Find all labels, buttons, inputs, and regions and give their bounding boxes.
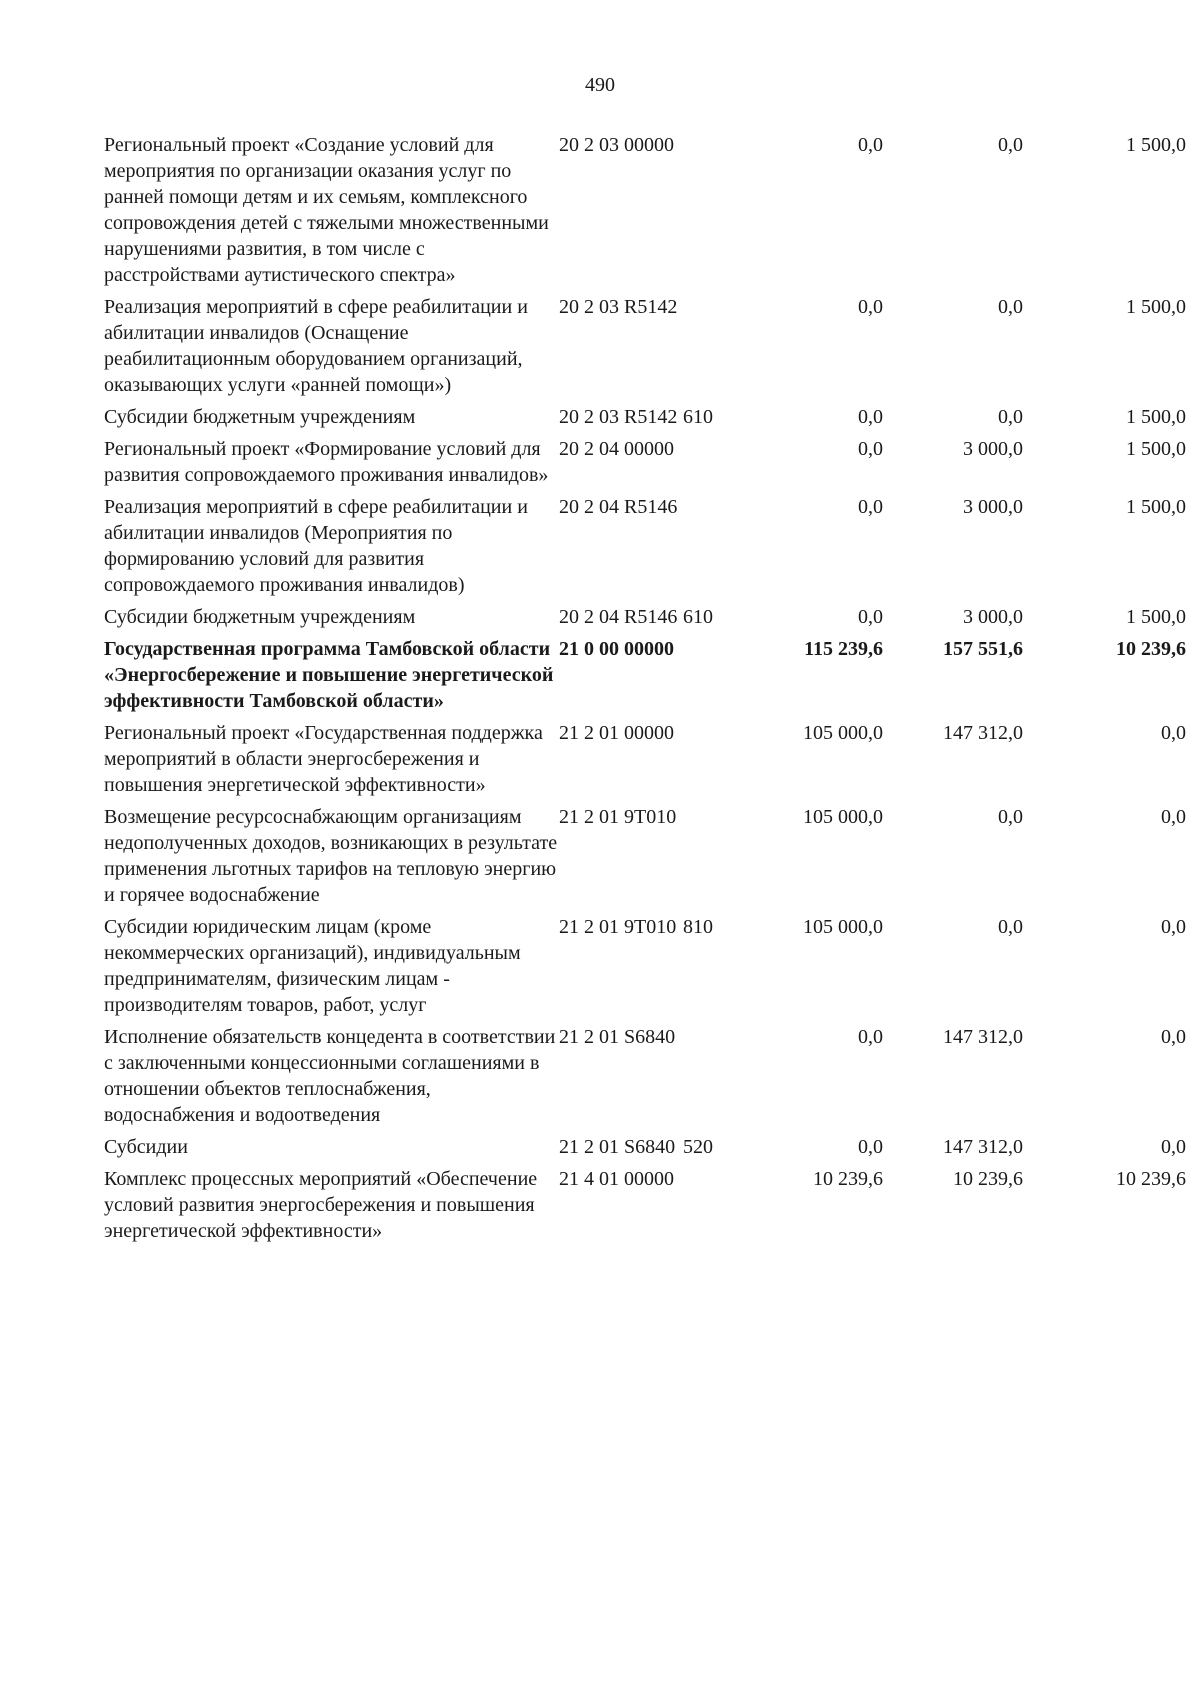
row-code: 21 2 01 00000 (559, 722, 674, 744)
row-amount-3: 1 500,0 (1126, 606, 1186, 628)
row-amount-1: 105 000,0 (803, 722, 883, 744)
row-expense-type (683, 804, 743, 914)
row-amount-1: 0,0 (858, 1026, 883, 1048)
row-amount-3: 0,0 (1161, 916, 1186, 938)
row-code: 20 2 04 R5146 (559, 496, 678, 518)
row-amount-3: 10 239,6 (1116, 1168, 1186, 1190)
row-code: 21 2 01 9Т010 (559, 916, 677, 938)
table-row (104, 804, 1186, 914)
row-amount-2: 3 000,0 (963, 438, 1023, 460)
table-row (104, 294, 1186, 404)
row-name: Субсидии бюджетным учреждениям (104, 606, 416, 628)
page-number: 490 (585, 74, 615, 96)
row-amount-3: 1 500,0 (1126, 406, 1186, 428)
table-row (104, 914, 1186, 1024)
row-name: Субсидии юридическим лицам (кроме некоммерческих организаций), индивидуальным предпринимателям, физическим лицам - производителям товаров, работ, услуг (104, 916, 521, 1016)
table-row (104, 132, 1186, 294)
row-name: Региональный проект «Создание условий для мероприятия по организации оказания услуг по ранней помощи детям и их семьям, комплексного сопровождения детей с тяжелыми множественными нарушениями развития, в том числе с расстройствами аутистического спектра» (104, 134, 549, 286)
row-expense-type (683, 1024, 743, 1134)
row-amount-1: 0,0 (858, 1136, 883, 1158)
row-amount-2: 147 312,0 (943, 722, 1023, 744)
table-row (104, 404, 1186, 436)
row-amount-1: 0,0 (858, 496, 883, 518)
row-name: Субсидии (104, 1136, 188, 1158)
table-row (104, 1024, 1186, 1134)
table-row (104, 604, 1186, 636)
row-expense-type (683, 1166, 743, 1250)
table-row (104, 1166, 1186, 1250)
budget-table (104, 132, 1186, 1250)
table-row (104, 720, 1186, 804)
row-amount-3: 0,0 (1161, 1136, 1186, 1158)
table-row (104, 494, 1186, 604)
row-expense-type (683, 132, 743, 294)
row-amount-1: 10 239,6 (813, 1168, 883, 1190)
row-amount-1: 0,0 (858, 296, 883, 318)
table-row (104, 436, 1186, 494)
table-row-program (104, 636, 1186, 720)
row-name: Государственная программа Тамбовской области «Энергосбережение и повышение энергетической эффективности Тамбовской области» (104, 638, 554, 712)
row-amount-2: 3 000,0 (963, 606, 1023, 628)
row-expense-type: 520 (683, 1136, 713, 1158)
row-amount-1: 0,0 (858, 134, 883, 156)
row-name: Исполнение обязательств концедента в соответствии с заключенными концессионными соглашениями в отношении объектов теплоснабжения, водоснабжения и водоотведения (104, 1026, 556, 1126)
row-code: 20 2 03 00000 (559, 134, 674, 156)
row-amount-3: 0,0 (1161, 722, 1186, 744)
row-amount-2: 147 312,0 (943, 1026, 1023, 1048)
table-row (104, 1134, 1186, 1166)
row-amount-3: 1 500,0 (1126, 296, 1186, 318)
row-amount-3: 1 500,0 (1126, 438, 1186, 460)
row-name: Комплекс процессных мероприятий «Обеспечение условий развития энергосбережения и повышения энергетической эффективности» (104, 1168, 538, 1242)
row-amount-1: 105 000,0 (803, 916, 883, 938)
row-amount-2: 3 000,0 (963, 496, 1023, 518)
row-code: 21 4 01 00000 (559, 1168, 674, 1190)
row-expense-type: 610 (683, 406, 713, 428)
row-amount-2: 10 239,6 (953, 1168, 1023, 1190)
row-amount-1: 0,0 (858, 406, 883, 428)
row-name: Региональный проект «Государственная поддержка мероприятий в области энергосбережения и повышения энергетической эффективности» (104, 722, 543, 796)
row-code: 20 2 04 R5146 (559, 606, 678, 628)
row-name: Субсидии бюджетным учреждениям (104, 406, 416, 428)
row-amount-2: 0,0 (998, 916, 1023, 938)
row-amount-2: 0,0 (998, 406, 1023, 428)
row-expense-type: 610 (683, 606, 713, 628)
row-expense-type (683, 720, 743, 804)
row-code: 21 0 00 00000 (559, 638, 674, 660)
row-expense-type (683, 294, 743, 404)
row-amount-2: 0,0 (998, 296, 1023, 318)
row-amount-3: 10 239,6 (1116, 638, 1186, 660)
row-amount-3: 0,0 (1161, 806, 1186, 828)
row-name: Реализация мероприятий в сфере реабилитации и абилитации инвалидов (Мероприятия по формированию условий для развития сопровождаемого проживания инвалидов) (104, 496, 528, 596)
row-amount-3: 1 500,0 (1126, 134, 1186, 156)
row-expense-type (683, 494, 743, 604)
row-code: 21 2 01 S6840 (559, 1136, 676, 1158)
row-amount-1: 0,0 (858, 606, 883, 628)
row-amount-2: 147 312,0 (943, 1136, 1023, 1158)
row-expense-type (683, 436, 743, 494)
row-expense-type (683, 636, 743, 720)
row-name: Возмещение ресурсоснабжающим организациям недополученных доходов, возникающих в результате применения льготных тарифов на тепловую энергию и горячее водоснабжение (104, 806, 558, 906)
row-amount-1: 115 239,6 (804, 638, 883, 660)
row-amount-3: 1 500,0 (1126, 496, 1186, 518)
row-amount-2: 0,0 (998, 134, 1023, 156)
row-code: 20 2 03 R5142 (559, 296, 678, 318)
row-expense-type: 810 (683, 916, 713, 938)
row-code: 20 2 03 R5142 (559, 406, 678, 428)
row-amount-2: 157 551,6 (943, 638, 1023, 660)
row-code: 21 2 01 S6840 (559, 1026, 676, 1048)
row-name: Реализация мероприятий в сфере реабилитации и абилитации инвалидов (Оснащение реабилитационным оборудованием организаций, оказывающих услуги «ранней помощи») (104, 296, 528, 396)
row-code: 21 2 01 9Т010 (559, 806, 677, 828)
row-code: 20 2 04 00000 (559, 438, 674, 460)
row-amount-1: 105 000,0 (803, 806, 883, 828)
row-amount-1: 0,0 (858, 438, 883, 460)
row-name: Региональный проект «Формирование условий для развития сопровождаемого проживания инвалидов» (104, 438, 549, 486)
row-amount-2: 0,0 (998, 806, 1023, 828)
row-amount-3: 0,0 (1161, 1026, 1186, 1048)
